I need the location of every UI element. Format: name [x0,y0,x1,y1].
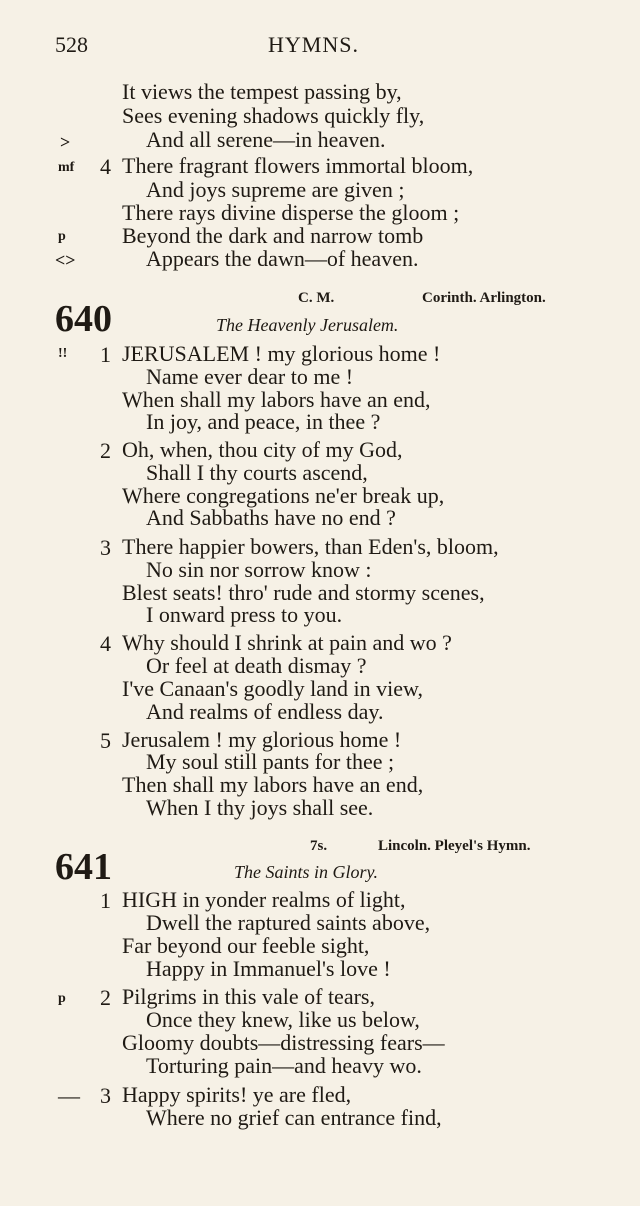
verse-line: I've Canaan's goodly land in view, [122,676,423,701]
verse-line: Appears the dawn—of heaven. [146,246,419,271]
verse-line: There fragrant flowers immortal bloom, [122,153,474,178]
verse-line: There happier bowers, than Eden's, bloom, [122,534,499,559]
verse-number: 5 [100,728,111,753]
verse-line: When I thy joys shall see. [146,795,374,820]
verse-line: Gloomy doubts—distressing fears— [122,1030,445,1055]
verse-line: JERUSALEM ! my glorious home ! [122,341,441,366]
hymn-tunes: Lincoln. Pleyel's Hymn. [378,838,531,854]
verse-line: When shall my labors have an end, [122,387,431,412]
verse-line: Shall I thy courts ascend, [146,460,368,485]
verse-number: 1 [100,342,111,367]
verse-line: And joys supreme are given ; [146,177,405,202]
hymn-title: The Saints in Glory. [234,862,379,882]
verse-number: 2 [100,985,111,1010]
verse-line: And realms of endless day. [146,699,384,724]
dynamic-mark: <> [55,250,76,270]
verse-line: Oh, when, thou city of my God, [122,437,403,462]
verse-line: Where congregations ne'er break up, [122,483,445,508]
page-number: 528 [55,32,88,57]
dynamic-mark: mf [58,160,75,175]
verse-line: No sin nor sorrow know : [146,557,372,582]
verse-line: Jerusalem ! my glorious home ! [122,727,402,752]
verse-line: Then shall my labors have an end, [122,772,424,797]
dynamic-mark: !! [58,346,68,361]
verse-line: Happy spirits! ye are fled, [122,1082,352,1107]
verse-line: Beyond the dark and narrow tomb [122,223,424,248]
hymn-number: 641 [55,846,112,888]
verse-line: It views the tempest passing by, [122,79,402,104]
verse-line: Once they knew, like us below, [146,1007,420,1032]
verse-line: My soul still pants for thee ; [146,749,395,774]
hymn-meter: C. M. [298,290,335,306]
verse-line: Blest seats! thro' rude and stormy scenes, [122,580,485,605]
verse-number: 1 [100,888,111,913]
verse-line: Or feel at death dismay ? [146,653,367,678]
hymn-number: 640 [55,298,112,340]
verse-line: HIGH in yonder realms of light, [122,887,406,912]
verse-line: Sees evening shadows quickly fly, [122,103,425,128]
hymn-title: The Heavenly Jerusalem. [216,315,399,335]
verse-number: 2 [100,438,111,463]
verse-line: Far beyond our feeble sight, [122,933,370,958]
verse-line: Happy in Immanuel's love ! [146,956,391,981]
verse-line: There rays divine disperse the gloom ; [122,200,460,225]
dynamic-mark: > [60,132,71,152]
dynamic-mark: — [58,1083,80,1108]
verse-line: Why should I shrink at pain and wo ? [122,630,452,655]
hymn-meter: 7s. [310,838,328,854]
verse-line: Name ever dear to me ! [146,364,354,389]
verse-line: And all serene—in heaven. [146,127,386,152]
verse-line: I onward press to you. [146,602,343,627]
verse-line: Dwell the raptured saints above, [146,910,431,935]
verse-line: In joy, and peace, in thee ? [146,409,381,434]
verse-line: Torturing pain—and heavy wo. [146,1053,422,1078]
running-head: HYMNS. [268,32,359,57]
verse-number: 4 [100,154,111,179]
verse-number: 4 [100,631,111,656]
hymn-tunes: Corinth. Arlington. [422,290,546,306]
verse-line: Where no grief can entrance find, [146,1105,442,1130]
dynamic-mark: p [58,229,66,244]
verse-number: 3 [100,535,111,560]
verse-number: 3 [100,1083,111,1108]
dynamic-mark: p [58,991,66,1006]
verse-line: Pilgrims in this vale of tears, [122,984,375,1009]
verse-line: And Sabbaths have no end ? [146,505,396,530]
